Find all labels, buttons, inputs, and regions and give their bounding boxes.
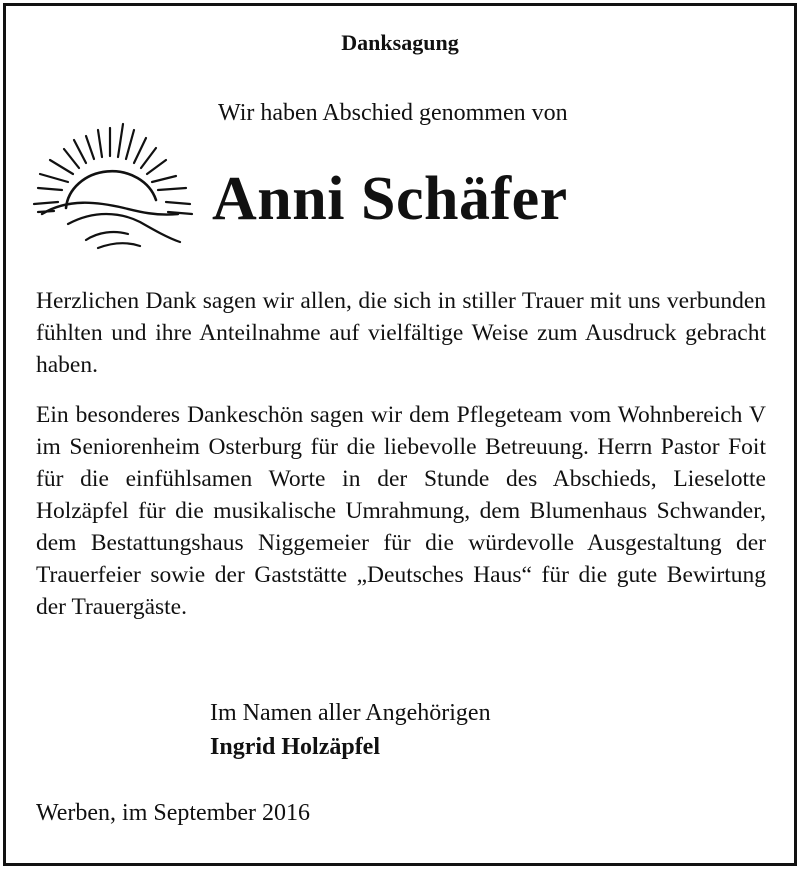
- thanks-paragraph-2: Ein besonderes Dankeschön sagen wir dem Pflegeteam vom Wohnbereich V im Seniorenheim Osterburg für die liebevolle Betreuung. Herrn Pastor Foit für die einfühlsamen Worte in der Stunde des Abschieds, Lieselotte Holzäpfel für die musikalische Umrahmung, dem Blumenhaus Schwander, dem Bestattungshaus Niggemeier für die würdevolle Ausgestaltung der Trauerfeier sowie der Gaststätte „Deutsches Haus“ für die gute Bewirtung der Trauergäste.: [36, 402, 766, 620]
- signature-line: Im Namen aller Angehörigen: [210, 700, 491, 726]
- place-date: Werben, im September 2016: [36, 800, 310, 826]
- intro-line: Wir haben Abschied genommen von: [218, 100, 568, 126]
- deceased-name: Anni Schäfer: [212, 165, 568, 233]
- signature-name: Ingrid Holzäpfel: [210, 734, 381, 760]
- sunset-over-hills-icon: [28, 116, 203, 256]
- notice-heading: Danksagung: [341, 30, 459, 55]
- thanks-paragraph-1: Herzlichen Dank sagen wir allen, die sich in stiller Trauer mit uns verbunden fühlten und ihre Anteilnahme auf vielfältige Weise zum Ausdruck gebracht haben.: [36, 288, 766, 378]
